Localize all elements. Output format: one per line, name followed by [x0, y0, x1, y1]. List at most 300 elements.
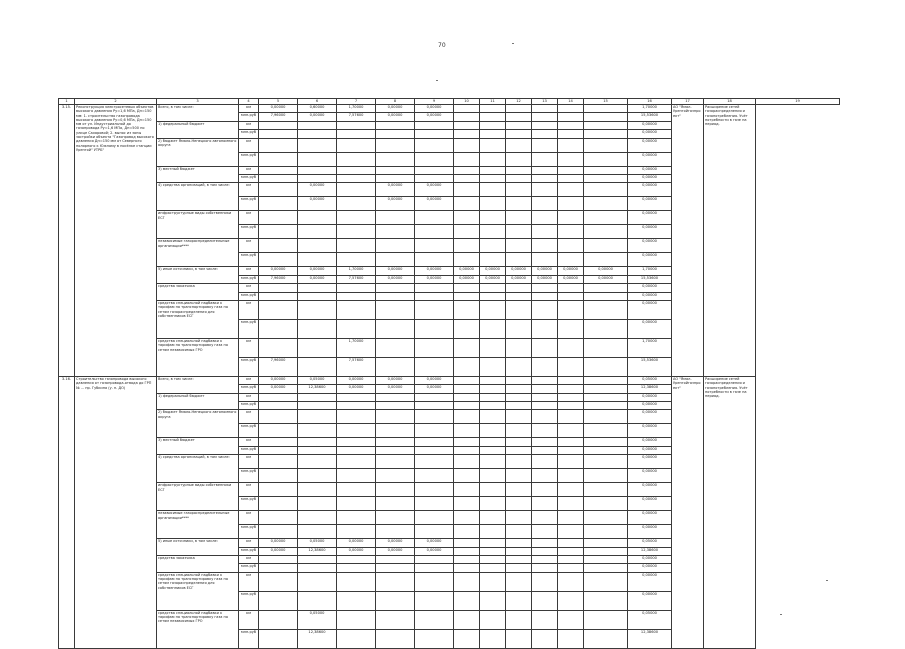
value-cell — [480, 438, 506, 446]
value-cell: 0,00000 — [376, 267, 415, 275]
value-cell — [298, 393, 337, 401]
value-cell — [558, 357, 584, 376]
value-cell: 12,38600 — [628, 385, 672, 393]
value-cell — [259, 319, 298, 338]
value-cell — [584, 319, 628, 338]
value-cell — [558, 113, 584, 121]
unit-cell: км — [239, 284, 259, 292]
value-cell — [298, 319, 337, 338]
value-cell — [506, 629, 532, 648]
value-cell — [480, 497, 506, 511]
value-cell — [376, 629, 415, 648]
value-cell — [376, 497, 415, 511]
value-cell — [298, 511, 337, 525]
value-cell — [558, 284, 584, 292]
value-cell: 0,00000 — [628, 284, 672, 292]
value-cell: 0,00000 — [337, 385, 376, 393]
value-cell — [558, 629, 584, 648]
value-cell — [259, 174, 298, 182]
value-cell — [584, 591, 628, 610]
value-cell — [480, 424, 506, 438]
value-cell — [337, 511, 376, 525]
value-cell — [584, 455, 628, 469]
value-cell — [298, 556, 337, 564]
value-cell — [454, 410, 480, 424]
value-cell — [584, 402, 628, 410]
unit-cell: км — [239, 300, 259, 319]
funding-source: 4) средства организаций, в том числе: — [157, 183, 239, 211]
value-cell — [558, 511, 584, 525]
project-id: 3.16. — [59, 376, 75, 648]
value-cell — [259, 225, 298, 239]
value-cell — [259, 455, 298, 469]
value-cell: 1,70000 — [337, 105, 376, 113]
value-cell: 1,70000 — [337, 338, 376, 357]
value-cell — [415, 130, 454, 138]
value-cell — [337, 174, 376, 182]
value-cell — [584, 525, 628, 539]
value-cell — [376, 556, 415, 564]
value-cell: 1,70000 — [628, 338, 672, 357]
table-row — [59, 105, 840, 113]
value-cell — [584, 357, 628, 376]
value-cell — [454, 564, 480, 572]
unit-cell: км — [239, 105, 259, 113]
value-cell — [506, 572, 532, 591]
value-cell: 0,00000 — [376, 376, 415, 384]
value-cell — [298, 438, 337, 446]
value-cell: 0,00000 — [337, 376, 376, 384]
value-cell — [454, 376, 480, 384]
value-cell — [298, 483, 337, 497]
value-cell — [454, 572, 480, 591]
value-cell — [480, 166, 506, 174]
value-cell — [480, 113, 506, 121]
column-header: 19 — [756, 99, 840, 105]
value-cell — [376, 152, 415, 166]
value-cell — [454, 183, 480, 197]
value-cell — [532, 292, 558, 300]
value-cell — [415, 497, 454, 511]
column-header: 6 — [298, 99, 337, 105]
value-cell — [506, 121, 532, 129]
value-cell — [480, 253, 506, 267]
value-cell — [506, 446, 532, 454]
funding-source: средства специальной надбавки к тарифам на транспортировку газа по сетям газораспределения для собственников ЕСГ — [157, 300, 239, 338]
value-cell — [259, 138, 298, 152]
value-cell: 0,00000 — [628, 497, 672, 511]
value-cell — [259, 497, 298, 511]
value-cell — [259, 564, 298, 572]
value-cell — [259, 393, 298, 401]
value-cell — [454, 121, 480, 129]
value-cell — [298, 138, 337, 152]
value-cell — [532, 138, 558, 152]
value-cell: 0,00000 — [480, 267, 506, 275]
value-cell — [558, 130, 584, 138]
funding-source: 3) местный бюджет — [157, 166, 239, 183]
value-cell — [298, 564, 337, 572]
value-cell: 0,00000 — [628, 525, 672, 539]
value-cell — [337, 610, 376, 629]
value-cell: 0,00000 — [298, 113, 337, 121]
value-cell — [337, 591, 376, 610]
value-cell: 0,00000 — [628, 130, 672, 138]
value-cell — [532, 547, 558, 555]
value-cell — [337, 402, 376, 410]
column-header: 8 — [376, 99, 415, 105]
value-cell — [337, 121, 376, 129]
value-cell: 0,00000 — [259, 385, 298, 393]
value-cell — [337, 300, 376, 319]
value-cell — [415, 483, 454, 497]
value-cell — [506, 497, 532, 511]
value-cell — [558, 393, 584, 401]
value-cell — [558, 402, 584, 410]
value-cell: 0,00000 — [376, 539, 415, 547]
value-cell — [506, 547, 532, 555]
value-cell — [532, 225, 558, 239]
unit-cell: км — [239, 138, 259, 152]
value-cell: 0,00000 — [628, 564, 672, 572]
value-cell: 12,38600 — [298, 629, 337, 648]
funding-source: средства специальной надбавки к тарифам на транспортировку газа по сетям независимых ГРО — [157, 338, 239, 376]
column-header: 16 — [628, 99, 672, 105]
value-cell — [558, 525, 584, 539]
value-cell — [376, 610, 415, 629]
value-cell — [558, 539, 584, 547]
value-cell — [337, 497, 376, 511]
value-cell: 0,00000 — [628, 138, 672, 152]
value-cell — [584, 105, 628, 113]
unit-cell: км — [239, 556, 259, 564]
value-cell — [506, 511, 532, 525]
value-cell — [454, 402, 480, 410]
value-cell — [415, 166, 454, 174]
value-cell — [584, 539, 628, 547]
value-cell — [532, 253, 558, 267]
value-cell: 0,00000 — [376, 105, 415, 113]
value-cell: 0,00000 — [628, 446, 672, 454]
value-cell — [376, 338, 415, 357]
value-cell — [558, 556, 584, 564]
value-cell — [506, 455, 532, 469]
value-cell — [584, 338, 628, 357]
value-cell — [415, 610, 454, 629]
value-cell — [415, 556, 454, 564]
value-cell: 0,00000 — [415, 105, 454, 113]
value-cell — [337, 556, 376, 564]
value-cell — [415, 338, 454, 357]
value-cell — [376, 138, 415, 152]
value-cell: 12,38600 — [298, 385, 337, 393]
unit-cell: млн.руб — [239, 564, 259, 572]
unit-cell: млн.руб — [239, 174, 259, 182]
value-cell — [337, 225, 376, 239]
value-cell — [415, 410, 454, 424]
value-cell — [506, 591, 532, 610]
value-cell — [415, 511, 454, 525]
value-cell: 0,00000 — [259, 547, 298, 555]
unit-cell: млн.руб — [239, 591, 259, 610]
unit-cell: км — [239, 410, 259, 424]
value-cell — [454, 113, 480, 121]
value-cell — [584, 497, 628, 511]
value-cell — [506, 556, 532, 564]
value-cell — [337, 319, 376, 338]
value-cell: 0,00000 — [628, 174, 672, 182]
value-cell — [480, 284, 506, 292]
value-cell — [454, 105, 480, 113]
value-cell — [376, 469, 415, 483]
funding-source: независимые газораспределительные организации**** — [157, 511, 239, 539]
value-cell — [558, 138, 584, 152]
value-cell — [298, 591, 337, 610]
value-cell: 0,00000 — [259, 539, 298, 547]
value-cell: 0,00000 — [628, 225, 672, 239]
funding-source: 4) средства организаций, в том числе: — [157, 455, 239, 483]
value-cell — [454, 130, 480, 138]
value-cell — [558, 152, 584, 166]
value-cell — [337, 446, 376, 454]
value-cell — [454, 455, 480, 469]
funding-source: средства заказчика — [157, 284, 239, 301]
value-cell: 0,00000 — [480, 275, 506, 283]
unit-cell: млн.руб — [239, 253, 259, 267]
funding-source: 1) федеральный бюджет — [157, 393, 239, 410]
unit-cell: млн.руб — [239, 152, 259, 166]
value-cell — [259, 152, 298, 166]
value-cell — [584, 292, 628, 300]
value-cell — [480, 547, 506, 555]
value-cell — [584, 629, 628, 648]
value-cell — [532, 166, 558, 174]
value-cell — [584, 438, 628, 446]
value-cell: 0,00000 — [337, 547, 376, 555]
value-cell — [454, 483, 480, 497]
value-cell: 0,00000 — [337, 539, 376, 547]
value-cell — [415, 424, 454, 438]
value-cell — [337, 572, 376, 591]
value-cell — [506, 385, 532, 393]
value-cell — [259, 239, 298, 253]
value-cell: 0,00000 — [415, 183, 454, 197]
value-cell — [532, 105, 558, 113]
value-cell — [532, 564, 558, 572]
value-cell — [480, 300, 506, 319]
value-cell — [480, 105, 506, 113]
value-cell: 7,96000 — [259, 357, 298, 376]
value-cell — [298, 253, 337, 267]
value-cell — [259, 410, 298, 424]
value-cell — [532, 410, 558, 424]
unit-cell: млн.руб — [239, 319, 259, 338]
value-cell — [454, 539, 480, 547]
value-cell: 0,00000 — [628, 483, 672, 497]
value-cell — [532, 438, 558, 446]
value-cell — [558, 424, 584, 438]
value-cell — [506, 284, 532, 292]
value-cell — [298, 572, 337, 591]
value-cell: 0,00000 — [628, 183, 672, 197]
value-cell — [558, 338, 584, 357]
value-cell — [454, 511, 480, 525]
value-cell: 0,00000 — [628, 424, 672, 438]
value-cell — [454, 446, 480, 454]
value-cell — [480, 539, 506, 547]
unit-cell: км — [239, 455, 259, 469]
value-cell — [506, 319, 532, 338]
value-cell — [558, 211, 584, 225]
funding-source: 5) иные источники, в том числе: — [157, 267, 239, 284]
value-cell: 0,00000 — [415, 197, 454, 211]
value-cell — [415, 292, 454, 300]
unit-cell: км — [239, 239, 259, 253]
value-cell — [376, 239, 415, 253]
value-cell: 0,00000 — [298, 267, 337, 275]
value-cell — [584, 469, 628, 483]
value-cell — [532, 130, 558, 138]
value-cell — [506, 239, 532, 253]
value-cell: 0,00000 — [628, 300, 672, 319]
value-cell — [337, 564, 376, 572]
value-cell: 0,00000 — [628, 455, 672, 469]
project-name: Строительство газопровода высокого давления от газопровода-отвода до ГРП № ... пр. Губкина (у. п. ДО) — [75, 376, 157, 648]
value-cell — [584, 284, 628, 292]
value-cell: 0,00000 — [628, 556, 672, 564]
value-cell — [415, 239, 454, 253]
value-cell — [480, 121, 506, 129]
value-cell — [480, 483, 506, 497]
value-cell — [259, 629, 298, 648]
value-cell — [415, 152, 454, 166]
funding-source: Всего, в том числе: — [157, 376, 239, 393]
value-cell — [259, 525, 298, 539]
value-cell: 0,05000 — [298, 539, 337, 547]
value-cell — [584, 225, 628, 239]
column-header: 5 — [259, 99, 298, 105]
unit-cell: км — [239, 121, 259, 129]
value-cell — [584, 197, 628, 211]
value-cell — [298, 446, 337, 454]
value-cell — [454, 292, 480, 300]
value-cell: 0,00000 — [628, 591, 672, 610]
value-cell — [584, 511, 628, 525]
value-cell — [337, 284, 376, 292]
value-cell — [376, 174, 415, 182]
value-cell: 0,00000 — [454, 267, 480, 275]
value-cell — [259, 338, 298, 357]
value-cell — [337, 152, 376, 166]
value-cell — [584, 610, 628, 629]
value-cell — [532, 183, 558, 197]
value-cell: 0,05000 — [628, 610, 672, 629]
value-cell — [480, 376, 506, 384]
column-header: 13 — [532, 99, 558, 105]
value-cell — [506, 225, 532, 239]
value-cell — [558, 121, 584, 129]
value-cell — [480, 556, 506, 564]
value-cell — [298, 225, 337, 239]
unit-cell: млн.руб — [239, 547, 259, 555]
value-cell: 0,00000 — [415, 547, 454, 555]
funding-source: средства специальной надбавки к тарифам на транспортировку газа по сетям независимых ГРО — [157, 610, 239, 648]
value-cell: 7,96000 — [259, 113, 298, 121]
value-cell — [480, 402, 506, 410]
value-cell — [584, 183, 628, 197]
value-cell — [298, 174, 337, 182]
unit-cell: км — [239, 376, 259, 384]
value-cell — [480, 469, 506, 483]
value-cell: 0,05000 — [298, 610, 337, 629]
value-cell — [337, 629, 376, 648]
funding-source: независимые газораспределительные организации**** — [157, 239, 239, 267]
column-header: 12 — [506, 99, 532, 105]
value-cell — [532, 300, 558, 319]
value-cell — [376, 402, 415, 410]
unit-cell: км — [239, 267, 259, 275]
value-cell — [584, 211, 628, 225]
value-cell — [506, 183, 532, 197]
value-cell — [337, 438, 376, 446]
value-cell: 0,00000 — [376, 113, 415, 121]
value-cell: 0,00000 — [298, 183, 337, 197]
value-cell — [298, 410, 337, 424]
value-cell — [480, 629, 506, 648]
value-cell — [558, 564, 584, 572]
unit-cell: км — [239, 183, 259, 197]
value-cell — [298, 424, 337, 438]
value-cell — [454, 319, 480, 338]
value-cell — [415, 357, 454, 376]
value-cell — [415, 402, 454, 410]
value-cell — [415, 121, 454, 129]
value-cell: 0,00000 — [628, 572, 672, 591]
value-cell — [376, 211, 415, 225]
value-cell — [480, 319, 506, 338]
value-cell — [454, 547, 480, 555]
value-cell — [259, 610, 298, 629]
value-cell: 0,00000 — [628, 166, 672, 174]
value-cell — [454, 253, 480, 267]
value-cell — [259, 556, 298, 564]
value-cell: 0,05000 — [628, 539, 672, 547]
value-cell — [454, 138, 480, 152]
value-cell — [376, 319, 415, 338]
value-cell — [415, 564, 454, 572]
unit-cell: млн.руб — [239, 275, 259, 283]
value-cell: 0,00000 — [628, 410, 672, 424]
value-cell — [506, 610, 532, 629]
value-cell — [558, 183, 584, 197]
value-cell — [480, 393, 506, 401]
value-cell — [506, 300, 532, 319]
value-cell — [454, 338, 480, 357]
column-header: 15 — [584, 99, 628, 105]
value-cell — [454, 424, 480, 438]
value-cell — [415, 446, 454, 454]
value-cell — [558, 469, 584, 483]
value-cell — [259, 300, 298, 319]
value-cell: 0,00000 — [415, 539, 454, 547]
value-cell — [558, 239, 584, 253]
value-cell — [259, 284, 298, 292]
value-cell — [584, 174, 628, 182]
value-cell: 7,57600 — [337, 113, 376, 121]
value-cell — [532, 511, 558, 525]
funding-source: 5) иные источники, в том числе: — [157, 539, 239, 556]
value-cell — [454, 152, 480, 166]
